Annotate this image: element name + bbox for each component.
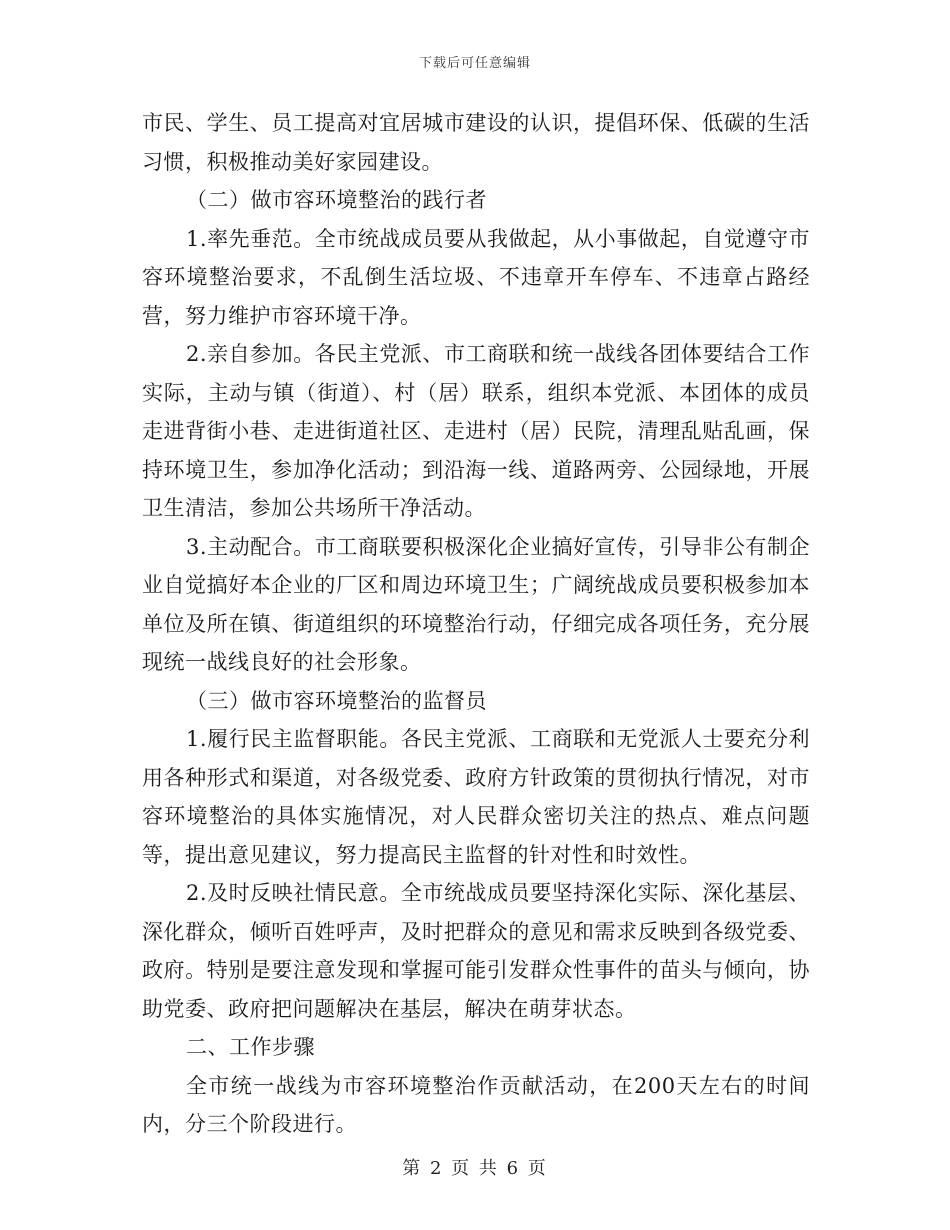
paragraph: 1.率先垂范。全市统战成员要从我做起，从小事做起，自觉遵守市容环境整治要求，不乱倒生活垃圾、不违章开车停车、不违章占路经营，努力维护市容环境干净。 bbox=[142, 226, 810, 328]
paragraph: 3.主动配合。市工商联要积极深化企业搞好宣传，引导非公有制企业自觉搞好本企业的厂区和周边环境卫生；广阔统战成员要积极参加本单位及所在镇、街道组织的环境整治行动，仔细完成各项任务，充分展现统一战线良好的社会形象。 bbox=[142, 534, 810, 674]
paragraph: 1.履行民主监督职能。各民主党派、工商联和无党派人士要充分利用各种形式和渠道，对各级党委、政府方针政策的贯彻执行情况，对市容环境整治的具体实施情况，对人民群众密切关注的热点、难点问题等，提出意见建议，努力提高民主监督的针对性和时效性。 bbox=[142, 727, 810, 867]
paragraph: 市民、学生、员工提高对宜居城市建设的认识，提倡环保、低碳的生活习惯，积极推动美好家园建设。 bbox=[142, 111, 810, 174]
page-number: 第 2 页 共 6 页 bbox=[402, 1158, 548, 1179]
document-body bbox=[142, 104, 810, 1144]
paragraph: 2.亲自参加。各民主党派、市工商联和统一战线各团体要结合工作实际，主动与镇（街道）、村（居）联系，组织本党派、本团体的成员走进背街小巷、走进街道社区、走进村（居）民院，清理乱贴乱画，保持环境卫生，参加净化活动；到沿海一线、道路两旁、公园绿地，开展卫生清洁，参加公共场所干净活动。 bbox=[142, 342, 810, 520]
section-heading: （三）做市容环境整治的监督员 bbox=[186, 688, 487, 713]
section-heading: （二）做市容环境整治的践行者 bbox=[186, 188, 487, 212]
paragraph: 2.及时反映社情民意。全市统战成员要坚持深化实际、深化基层、深化群众，倾听百姓呼声，及时把群众的意见和需求反映到各级党委、政府。特别是要注意发现和掌握可能引发群众性事件的苗头与倾向，协助党委、政府把问题解决在基层，解决在萌芽状态。 bbox=[142, 881, 810, 1021]
paragraph: 全市统一战线为市容环境整治作贡献活动，在200天左右的时间内，分三个阶段进行。 bbox=[142, 1073, 810, 1136]
page-header-note: 下载后可任意编辑 bbox=[418, 56, 531, 71]
section-heading: 二、工作步骤 bbox=[186, 1035, 315, 1059]
